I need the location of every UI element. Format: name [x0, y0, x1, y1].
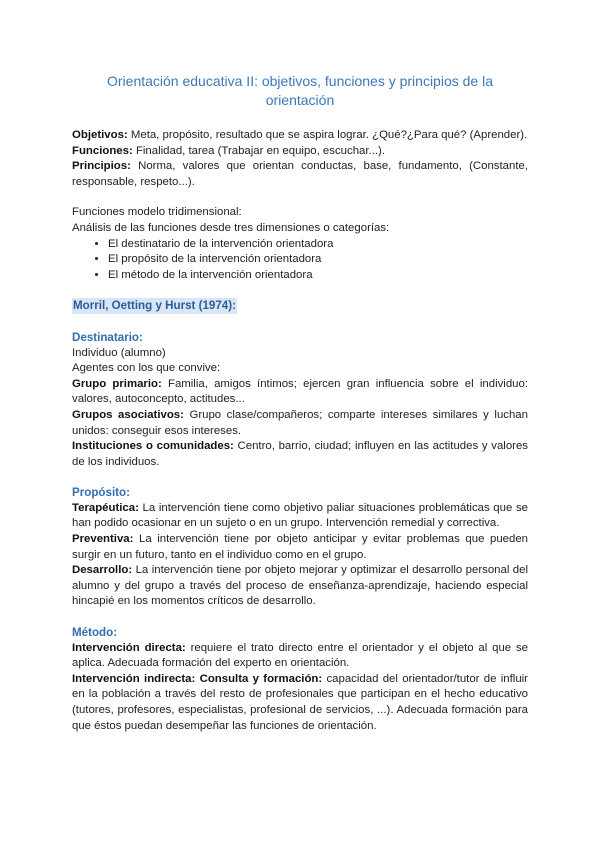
item-term: Instituciones o comunidades:: [72, 440, 234, 453]
item-text: La intervención tiene como objetivo paliar situaciones problemáticas que se han podido ocasionar en un sujeto o en un grupo. Intervención remedial y correctiva.: [72, 501, 528, 530]
item-term: Grupos asociativos:: [72, 408, 184, 421]
item-text: capacidad del orientador/tutor de influir en la población a través del resto de profesionales que participan en el hecho educativo (tutores, profesores, especialistas, profesional de servicios, ...). Adecuada formación para que éstos puedan desempeñar las funciones de orientación.: [72, 672, 528, 732]
destinatario-line1: Individuo (alumno): [72, 346, 166, 359]
proposito-item: [72, 501, 528, 532]
proposito-item: [72, 532, 528, 563]
list-item: • El propósito de la intervención orientadora: [108, 252, 528, 268]
text-funciones: Finalidad, tarea (Trabajar en equipo, escuchar...).: [135, 144, 385, 157]
item-term: Preventiva:: [72, 533, 134, 546]
metodo-item: [72, 641, 528, 672]
item-term: Intervención indirecta: Consulta y formación:: [72, 672, 323, 685]
intro-principios: [72, 159, 528, 190]
item-text: La intervención tiene por objeto mejorar y optimizar el desarrollo personal del alumno y del grupo a través del proceso de enseñanza-aprendizaje, haciendo especial hincapié en los momentos críticos de desarrollo.: [72, 564, 529, 608]
text-objetivos: Meta, propósito, resultado que se aspira lograr. ¿Qué?¿Para qué? (Aprender).: [130, 129, 528, 141]
item-term: Desarrollo:: [72, 564, 133, 577]
destinatario-item: [72, 377, 528, 408]
item-term: Grupo primario:: [72, 377, 162, 390]
model-line2: Análisis de las funciones desde tres dimensiones o categorías:: [72, 221, 390, 234]
destinatario-item: [72, 408, 528, 439]
destinatario-item: [72, 439, 528, 470]
metodo-heading: Método:: [72, 626, 118, 640]
item-text: Centro, barrio, ciudad; influyen en las actitudes y valores de los individuos.: [72, 440, 528, 468]
term-funciones: Funciones:: [72, 144, 133, 157]
text-principios: Norma, valores que orientan conductas, base, fundamento, (Constante, responsable, respeto...).: [72, 160, 528, 188]
item-text: Grupo clase/compañeros; comparte intereses similares y luchan unidos: conseguir esos intereses.: [72, 408, 528, 437]
source-heading: Morril, Oetting y Hurst (1974):: [73, 299, 236, 313]
document-title: Orientación educativa II: objetivos, funciones y principios de la orientación: [107, 73, 493, 108]
item-term: Terapéutica:: [72, 501, 139, 514]
destinatario-heading: Destinatario:: [72, 330, 143, 344]
model-line1: Funciones modelo tridimensional:: [72, 206, 242, 219]
item-text: La intervención tiene por objeto anticipar y evitar problemas que pueden surgir en un futuro, tanto en el individuo como en el grupo.: [72, 533, 528, 561]
proposito-heading: Propósito:: [72, 486, 130, 500]
metodo-item: [72, 672, 528, 734]
model-bullet-list: [72, 237, 528, 284]
term-objetivos: Objetivos:: [72, 129, 128, 141]
proposito-item: [72, 563, 528, 610]
intro-objetivos: [72, 128, 528, 144]
term-principios: Principios:: [72, 160, 131, 173]
item-text: Familia, amigos íntimos; ejercen gran influencia sobre el individuo: valores, autoconcepto, actitudes...: [72, 377, 529, 406]
list-item: • El método de la intervención orientadora: [108, 268, 528, 284]
list-item: • El destinatario de la intervención orientadora: [108, 237, 528, 253]
item-text: requiere el trato directo entre el orientador y el objeto al que se aplica. Adecuada formación del experto en orientación.: [72, 641, 529, 670]
destinatario-line2: Agentes con los que convive:: [72, 362, 221, 375]
intro-funciones: [72, 144, 528, 160]
item-term: Intervención directa:: [72, 641, 186, 654]
